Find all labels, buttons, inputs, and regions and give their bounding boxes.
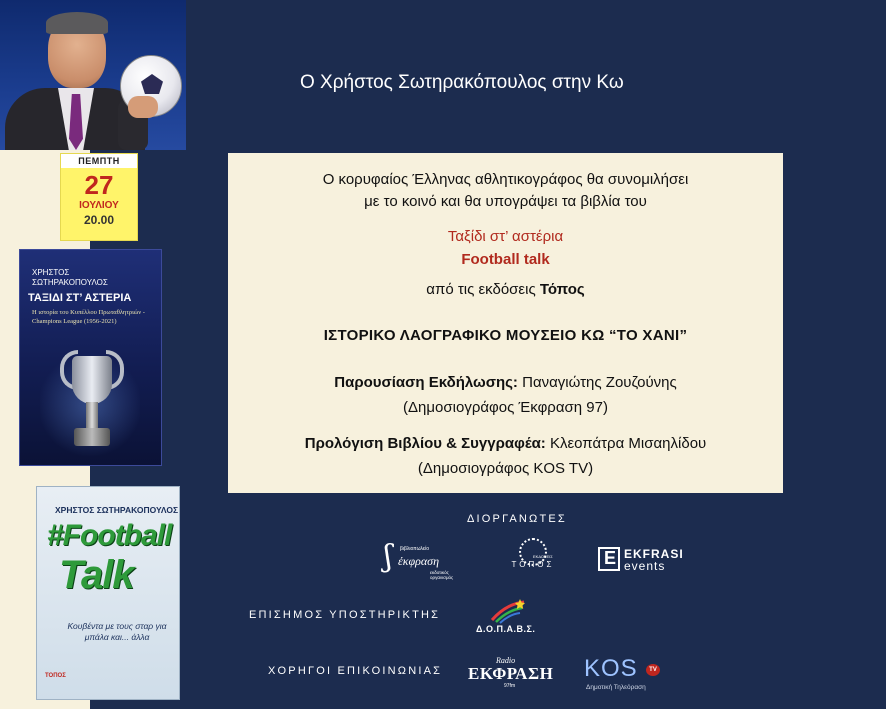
book-title-2: Football talk — [461, 251, 550, 268]
intro-line-1: Ο κορυφαίος Έλληνας αθλητικογράφος θα συνομιλήσει — [322, 171, 689, 188]
star-swoosh-icon — [488, 598, 528, 624]
topos-publisher-logo: ΕΚΔΟΣΕΙΣ ΤΟΠΟΣ — [503, 538, 563, 582]
prologue-role: (Δημοσιογράφος KOS TV) — [417, 460, 594, 477]
date-time: 20.00 — [83, 213, 115, 227]
ekfrasi-events-logo: E EKFRASI events — [598, 545, 688, 573]
book-cover-football-talk — [36, 486, 180, 700]
book2-tagline: Κουβέντα με τους σταρ για μπάλα και... άλλα — [67, 621, 167, 642]
publisher-prefix: από τις εκδόσεις — [426, 281, 536, 298]
book2-author: ΧΡΗΣΤΟΣ ΣΩΤΗΡΑΚΟΠΟΥΛΟΣ — [55, 505, 179, 515]
date-day-name: ΠΕΜΠΤΗ — [61, 154, 137, 168]
book2-title-line1: #Football — [47, 519, 172, 552]
speaker-photo — [0, 0, 186, 150]
date-month: ΙΟΥΛΙΟΥ — [79, 200, 119, 211]
supporter-label: ΕΠΙΣΗΜΟΣ ΥΠΟΣΤΗΡΙΚΤΗΣ — [249, 609, 441, 621]
book1-title: ΤΑΞΙΔΙ ΣΤ’ ΑΣΤΕΡΙΑ — [28, 292, 132, 304]
event-info-card — [228, 153, 783, 493]
ekfrasi-bookstore-logo: ʃ βιβλιοπωλείο έκφραση εκδοτικός οργανισμός — [384, 539, 454, 580]
date-day: 27 — [84, 170, 114, 200]
prologue-name: Κλεοπάτρα Μισαηλίδου — [549, 435, 707, 452]
dopabs-logo: Δ.Ο.Π.Α.Β.Σ. — [474, 598, 544, 638]
publisher-line — [228, 280, 783, 300]
presentation-role: (Δημοσιογράφος Έκφραση 97) — [403, 399, 608, 416]
presentation-line — [228, 373, 783, 393]
book-title-1: Ταξίδι στ’ αστέρια — [447, 228, 564, 245]
event-title: Ο Χρήστος Σωτηρακόπουλος στην Κω — [300, 72, 624, 93]
book-cover-taxidi — [19, 249, 162, 466]
book2-title-line2: Talk — [59, 553, 134, 597]
presentation-label: Παρουσίαση Εκδήλωσης: — [334, 374, 518, 391]
venue: ΙΣΤΟΡΙΚΟ ΛΑΟΓΡΑΦΙΚΟ ΜΟΥΣΕΙΟ ΚΩ “ΤΟ ΧΑΝΙ” — [323, 327, 688, 344]
organizers-label: ΔΙΟΡΓΑΝΩΤΕΣ — [467, 513, 567, 525]
prologue-label: Προλόγιση Βιβλίου & Συγγραφέα: — [304, 435, 546, 452]
radio-ekfrasi-logo: Radio ΕΚΦΡΑΣΗ 97fm — [468, 656, 554, 689]
media-sponsors-label: ΧΟΡΗΓΟΙ ΕΠΙΚΟΙΝΩΝΙΑΣ — [268, 665, 443, 677]
presentation-name: Παναγιώτης Ζουζούνης — [522, 374, 677, 391]
prologue-line — [228, 434, 783, 454]
book1-author: ΧΡΗΣΤΟΣ ΣΩΤΗΡΑΚΟΠΟΥΛΟΣ — [32, 268, 108, 287]
date-badge — [61, 154, 137, 240]
book2-publisher-logo: ΤΟΠΟΣ — [45, 673, 66, 679]
intro-line-2: με το κοινό και θα υπογράψει τα βιβλία του — [364, 193, 647, 210]
kos-tv-logo: KOS TV Δημοτική Τηλεόραση — [584, 655, 664, 695]
book1-subtitle: Η ιστορία του Κυπέλλου Πρωταθλητριών - Champions League (1956-2021) — [32, 309, 145, 325]
publisher-name: Τόπος — [539, 281, 585, 298]
trophy-icon — [64, 344, 120, 454]
